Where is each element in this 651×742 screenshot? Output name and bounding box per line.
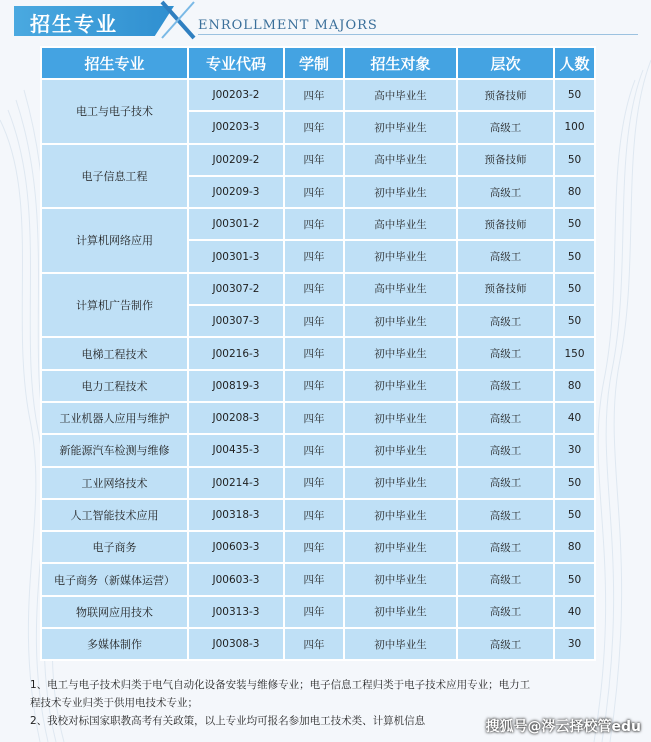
cell-major-name: 计算机网络应用 (41, 208, 188, 273)
cell-code: J00603-3 (188, 531, 284, 563)
cell-target: 初中毕业生 (344, 176, 457, 208)
table-row (41, 563, 595, 595)
cell-level: 高级工 (457, 111, 554, 143)
cell-target: 初中毕业生 (344, 596, 457, 628)
cell-count: 50 (554, 79, 595, 111)
table-row (41, 628, 595, 660)
column-header-years: 学制 (284, 47, 344, 79)
column-header-level: 层次 (457, 47, 554, 79)
header-subtitle-en: ENROLLMENT MAJORS (198, 18, 378, 33)
cell-years: 四年 (284, 499, 344, 531)
cell-count: 50 (554, 499, 595, 531)
cell-code: J00819-3 (188, 370, 284, 402)
cell-count: 50 (554, 563, 595, 595)
cell-count: 80 (554, 176, 595, 208)
cell-target: 初中毕业生 (344, 531, 457, 563)
cell-count: 30 (554, 434, 595, 466)
cell-major-name: 物联网应用技术 (41, 596, 188, 628)
cell-target: 初中毕业生 (344, 370, 457, 402)
cell-code: J00208-3 (188, 402, 284, 434)
cell-count: 50 (554, 467, 595, 499)
cell-target: 高中毕业生 (344, 273, 457, 305)
cell-level: 高级工 (457, 563, 554, 595)
cell-count: 150 (554, 337, 595, 369)
table-row (41, 531, 595, 563)
cell-target: 初中毕业生 (344, 111, 457, 143)
cell-code: J00603-3 (188, 563, 284, 595)
cell-level: 高级工 (457, 467, 554, 499)
cell-years: 四年 (284, 434, 344, 466)
cell-count: 50 (554, 208, 595, 240)
cell-code: J00307-3 (188, 305, 284, 337)
cell-target: 初中毕业生 (344, 240, 457, 272)
header-underline (198, 34, 638, 35)
column-header-major: 招生专业 (41, 47, 188, 79)
column-header-target: 招生对象 (344, 47, 457, 79)
cell-level: 高级工 (457, 596, 554, 628)
cell-years: 四年 (284, 208, 344, 240)
cell-years: 四年 (284, 596, 344, 628)
cell-level: 预备技师 (457, 144, 554, 176)
majors-table (40, 46, 596, 661)
cell-code: J00203-2 (188, 79, 284, 111)
cell-level: 高级工 (457, 176, 554, 208)
cell-code: J00209-3 (188, 176, 284, 208)
cell-code: J00216-3 (188, 337, 284, 369)
cell-count: 50 (554, 273, 595, 305)
cell-target: 初中毕业生 (344, 434, 457, 466)
cell-level: 预备技师 (457, 273, 554, 305)
cell-major-name: 计算机广告制作 (41, 273, 188, 338)
cell-target: 初中毕业生 (344, 305, 457, 337)
cell-code: J00318-3 (188, 499, 284, 531)
cell-code: J00308-3 (188, 628, 284, 660)
cell-years: 四年 (284, 144, 344, 176)
cell-major-name: 人工智能技术应用 (41, 499, 188, 531)
cell-code: J00307-2 (188, 273, 284, 305)
cell-code: J00214-3 (188, 467, 284, 499)
table-row (41, 402, 595, 434)
cell-major-name: 电子商务（新媒体运营） (41, 563, 188, 595)
cell-major-name: 电梯工程技术 (41, 337, 188, 369)
cell-years: 四年 (284, 240, 344, 272)
cell-years: 四年 (284, 370, 344, 402)
cell-level: 预备技师 (457, 79, 554, 111)
cell-years: 四年 (284, 111, 344, 143)
cell-level: 高级工 (457, 370, 554, 402)
cell-level: 高级工 (457, 402, 554, 434)
cell-level: 高级工 (457, 337, 554, 369)
cell-code: J00203-3 (188, 111, 284, 143)
cell-count: 40 (554, 402, 595, 434)
cell-major-name: 电子信息工程 (41, 144, 188, 209)
cell-major-name: 工业机器人应用与维护 (41, 402, 188, 434)
column-header-code: 专业代码 (188, 47, 284, 79)
cell-level: 预备技师 (457, 208, 554, 240)
column-header-count: 人数 (554, 47, 595, 79)
cell-count: 40 (554, 596, 595, 628)
cell-major-name: 电力工程技术 (41, 370, 188, 402)
cell-level: 高级工 (457, 628, 554, 660)
cell-years: 四年 (284, 176, 344, 208)
footnote-1-line-1: 1、电工与电子技术归类于电气自动化设备安装与维修专业；电子信息工程归类于电子技术应用专业；电力工 (30, 679, 531, 691)
cell-level: 高级工 (457, 240, 554, 272)
cell-years: 四年 (284, 531, 344, 563)
cell-major-name: 新能源汽车检测与维修 (41, 434, 188, 466)
footnote-2: 2、我校对标国家职教高考有关政策，以上专业均可报名参加电工技术类、计算机信息 (30, 715, 426, 727)
cell-target: 初中毕业生 (344, 337, 457, 369)
cell-code: J00209-2 (188, 144, 284, 176)
table-row (41, 208, 595, 240)
cell-code: J00301-3 (188, 240, 284, 272)
cell-count: 50 (554, 305, 595, 337)
cell-count: 30 (554, 628, 595, 660)
table-row (41, 499, 595, 531)
cell-level: 高级工 (457, 434, 554, 466)
cell-years: 四年 (284, 305, 344, 337)
cell-count: 50 (554, 144, 595, 176)
cell-major-name: 多媒体制作 (41, 628, 188, 660)
cell-target: 高中毕业生 (344, 208, 457, 240)
watermark: 搜狐号@涔云择校管edu (485, 719, 641, 735)
cell-years: 四年 (284, 467, 344, 499)
table-row (41, 434, 595, 466)
cell-years: 四年 (284, 628, 344, 660)
cell-major-name: 工业网络技术 (41, 467, 188, 499)
cell-count: 80 (554, 531, 595, 563)
cell-target: 高中毕业生 (344, 79, 457, 111)
footnote-1-line-2: 程技术专业归类于供用电技术专业； (30, 697, 198, 709)
cell-count: 100 (554, 111, 595, 143)
x-decoration-icon (158, 0, 198, 40)
cell-target: 初中毕业生 (344, 563, 457, 595)
table-row (41, 370, 595, 402)
cell-years: 四年 (284, 79, 344, 111)
table-row (41, 596, 595, 628)
cell-target: 初中毕业生 (344, 628, 457, 660)
cell-code: J00301-2 (188, 208, 284, 240)
cell-years: 四年 (284, 563, 344, 595)
section-header (0, 0, 651, 44)
cell-count: 50 (554, 240, 595, 272)
table-row (41, 273, 595, 305)
header-title: 招生专业 (30, 12, 118, 36)
table-row (41, 79, 595, 111)
cell-count: 80 (554, 370, 595, 402)
table-header-row (41, 47, 595, 79)
cell-major-name: 电工与电子技术 (41, 79, 188, 144)
table-row (41, 144, 595, 176)
cell-years: 四年 (284, 273, 344, 305)
cell-target: 初中毕业生 (344, 499, 457, 531)
cell-target: 初中毕业生 (344, 467, 457, 499)
table-body (41, 79, 595, 660)
table-row (41, 467, 595, 499)
cell-level: 高级工 (457, 499, 554, 531)
table-row (41, 337, 595, 369)
cell-years: 四年 (284, 337, 344, 369)
cell-code: J00435-3 (188, 434, 284, 466)
cell-target: 初中毕业生 (344, 402, 457, 434)
cell-target: 高中毕业生 (344, 144, 457, 176)
cell-code: J00313-3 (188, 596, 284, 628)
cell-years: 四年 (284, 402, 344, 434)
cell-level: 高级工 (457, 305, 554, 337)
cell-level: 高级工 (457, 531, 554, 563)
cell-major-name: 电子商务 (41, 531, 188, 563)
